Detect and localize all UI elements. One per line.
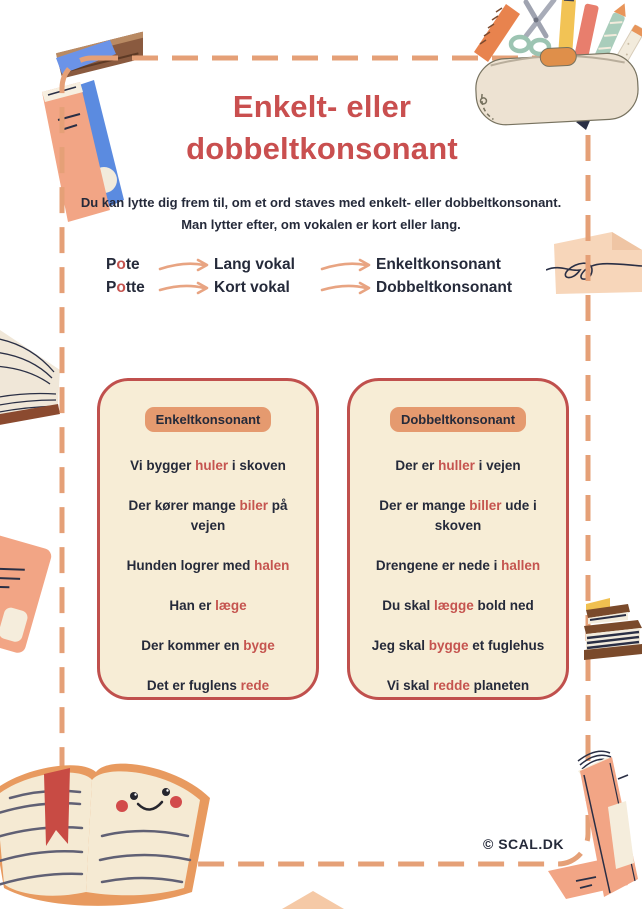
paper-with-doodle-illustration xyxy=(546,230,642,302)
example-sentence: Der er mange biller ude i skoven xyxy=(379,498,537,533)
example-sentences xyxy=(350,456,566,696)
rule-vowel: Kort vokal xyxy=(214,278,290,296)
card-header-badge: Dobbeltkonsonant xyxy=(390,407,526,432)
rule-result: Enkeltkonsonant xyxy=(376,255,501,273)
page-title xyxy=(57,86,587,170)
page-subtitle-line1: Du kan lytte dig frem til, om et ord staves med enkelt- eller dobbeltkonsonant. xyxy=(80,195,562,210)
page-subtitle xyxy=(40,192,602,236)
card-header-badge: Enkeltkonsonant xyxy=(145,407,272,432)
rule-word: Pote xyxy=(106,255,140,273)
open-book-illustration xyxy=(0,320,66,440)
book-stack-illustration xyxy=(584,590,642,670)
notebook-illustration xyxy=(0,522,62,662)
enkeltkonsonant-card xyxy=(97,378,319,700)
paper-corner-illustration xyxy=(282,891,344,909)
example-sentences xyxy=(100,456,316,696)
arrow-right-icon xyxy=(320,280,376,296)
smiling-open-book-illustration xyxy=(0,740,217,909)
rule-word: Potte xyxy=(106,278,145,296)
arrow-right-icon xyxy=(158,280,214,296)
example-sentence: Der er huller i vejen xyxy=(395,458,521,473)
example-sentence: Du skal lægge bold ned xyxy=(382,598,534,613)
page-subtitle-line2: Man lytter efter, om vokalen er kort eller lang. xyxy=(181,217,461,232)
example-sentence: Vi skal redde planeten xyxy=(386,678,530,693)
arrow-right-icon xyxy=(320,257,376,273)
example-sentence: Det er fuglens rede xyxy=(146,678,270,693)
example-sentence: Drengene er nede i hallen xyxy=(375,558,541,573)
standing-book-illustration xyxy=(548,745,642,909)
rules-diagram xyxy=(106,253,546,299)
arrow-right-icon xyxy=(158,257,214,273)
rule-vowel: Lang vokal xyxy=(214,255,295,273)
example-sentence: Der kommer en byge xyxy=(141,638,275,653)
example-sentence: Der kører mange biler på vejen xyxy=(128,498,288,533)
dobbeltkonsonant-card xyxy=(347,378,569,700)
page-title-line2: dobbeltkonsonant xyxy=(186,131,458,166)
example-sentence: Hunden logrer med halen xyxy=(126,558,290,573)
example-sentence: Han er læge xyxy=(169,598,247,613)
page-title-line1: Enkelt- eller xyxy=(232,89,412,124)
copyright-credit: © SCAL.DK xyxy=(483,836,564,852)
example-sentence: Jeg skal bygge et fuglehus xyxy=(371,638,545,653)
rule-result: Dobbeltkonsonant xyxy=(376,278,513,296)
example-sentence: Vi bygger huler i skoven xyxy=(130,458,286,473)
